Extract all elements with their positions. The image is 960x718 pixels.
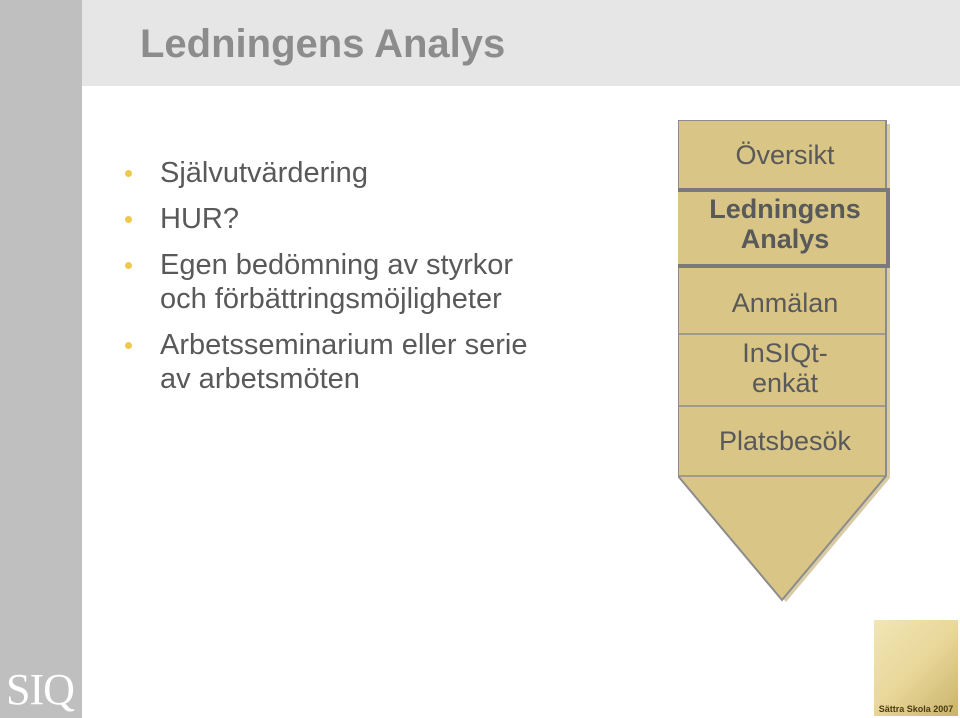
funnel-step-ledningens-analys: Ledningens Analys <box>709 194 861 254</box>
bullet-item: Arbetsseminarium eller serie av arbetsmöten <box>122 328 622 396</box>
funnel-step-platsbesok: Platsbesök <box>718 426 852 456</box>
left-sidebar-bar <box>0 0 82 718</box>
school-badge <box>874 620 958 716</box>
bullet-item: Självutvärdering <box>122 156 622 190</box>
siq-logo: SIQ <box>6 665 74 714</box>
slide-title: Ledningens Analys <box>140 22 506 66</box>
bullet-item: HUR? <box>122 202 622 236</box>
funnel-step-insiqt-enkat: InSIQt- enkät <box>742 338 828 398</box>
bullet-list <box>122 156 622 408</box>
badge-text: Sättra Skola 2007 <box>878 704 954 714</box>
process-funnel <box>678 120 892 606</box>
funnel-step-oversikt: Översikt <box>735 140 835 170</box>
bullet-item: Egen bedömning av styrkor och förbättringsmöjligheter <box>122 248 622 316</box>
funnel-step-anmalan: Anmälan <box>731 288 839 318</box>
